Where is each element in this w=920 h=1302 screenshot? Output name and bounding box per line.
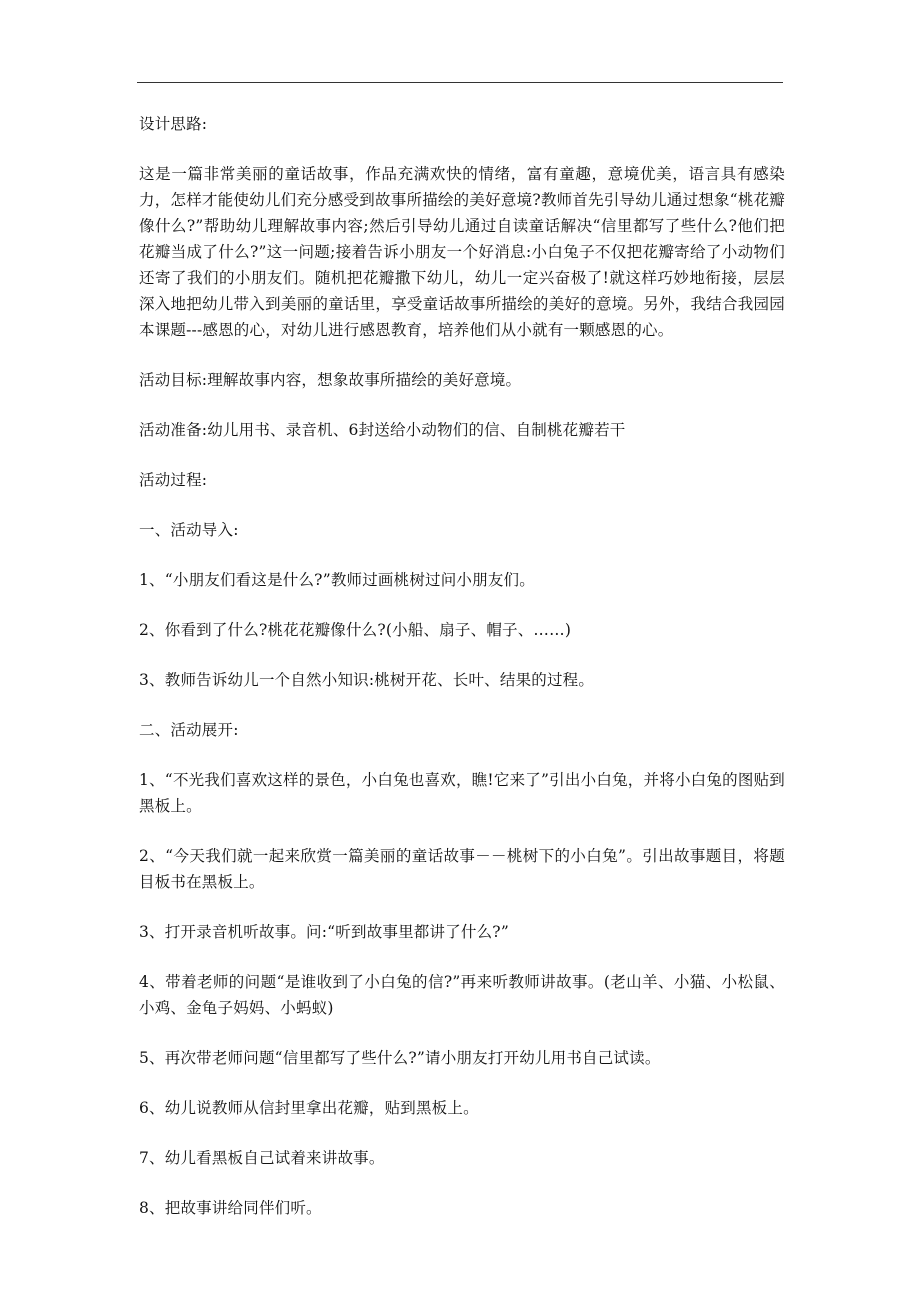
section2-heading: 二、活动展开: — [139, 721, 239, 739]
section2-item: 6、幼儿说教师从信封里拿出花瓣，贴到黑板上。 — [139, 1099, 479, 1117]
section2-item: 5、再次带老师问题“信里都写了些什么?”请小朋友打开幼儿用书自己试读。 — [139, 1049, 661, 1067]
design-heading: 设计思路: — [139, 115, 208, 133]
document-body — [139, 111, 785, 1245]
header-rule — [137, 82, 783, 83]
section1-item: 3、教师告诉幼儿一个自然小知识:桃树开花、长叶、结果的过程。 — [139, 671, 595, 689]
section2-item: 1、“不光我们喜欢这样的景色，小白兔也喜欢，瞧!它来了”引出小白兔，并将小白兔的图贴到黑板上。 — [139, 771, 785, 815]
process-heading: 活动过程: — [139, 471, 208, 489]
section2-item: 8、把故事讲给同伴们听。 — [139, 1199, 322, 1217]
section2-item: 4、带着老师的问题“是谁收到了小白兔的信?”再来听教师讲故事。(老山羊、小猫、小松鼠、小鸡、金龟子妈妈、小蚂蚁) — [139, 973, 785, 1017]
section2-item: 7、幼儿看黑板自己试着来讲故事。 — [139, 1149, 385, 1167]
preparation-paragraph: 活动准备:幼儿用书、录音机、6封送给小动物们的信、自制桃花瓣若干 — [139, 421, 626, 439]
section1-item: 2、你看到了什么?桃花花瓣像什么?(小船、扇子、帽子、……) — [139, 621, 572, 639]
goal-paragraph: 活动目标:理解故事内容，想象故事所描绘的美好意境。 — [139, 371, 522, 389]
section2-item: 2、“今天我们就一起来欣赏一篇美丽的童话故事－－桃树下的小白兔”。引出故事题目，将题目板书在黑板上。 — [139, 847, 785, 891]
section2-item: 3、打开录音机听故事。问:“听到故事里都讲了什么?” — [139, 923, 509, 941]
intro-paragraph: 这是一篇非常美丽的童话故事，作品充满欢快的情绪，富有童趣，意境优美，语言具有感染力，怎样才能使幼儿们充分感受到故事所描绘的美好意境?教师首先引导幼儿通过想象“桃花瓣像什么?”帮助幼儿理解故事内容;然后引导幼儿通过自读童话解决“信里都写了些什么?他们把花瓣当成了什么?”这一问题;接着告诉小朋友一个好消息:小白兔子不仅把花瓣寄给了小动物们还寄了我们的小朋友们。随机把花瓣撒下幼儿，幼儿一定兴奋极了!就这样巧妙地衔接，层层深入地把幼儿带入到美丽的童话里，享受童话故事所描绘的美好的意境。另外，我结合我园园本课题---感恩的心，对幼儿进行感恩教育，培养他们从小就有一颗感恩的心。 — [139, 165, 785, 339]
section1-heading: 一、活动导入: — [139, 521, 239, 539]
section1-item: 1、“小朋友们看这是什么?”教师过画桃树过问小朋友们。 — [139, 571, 535, 589]
